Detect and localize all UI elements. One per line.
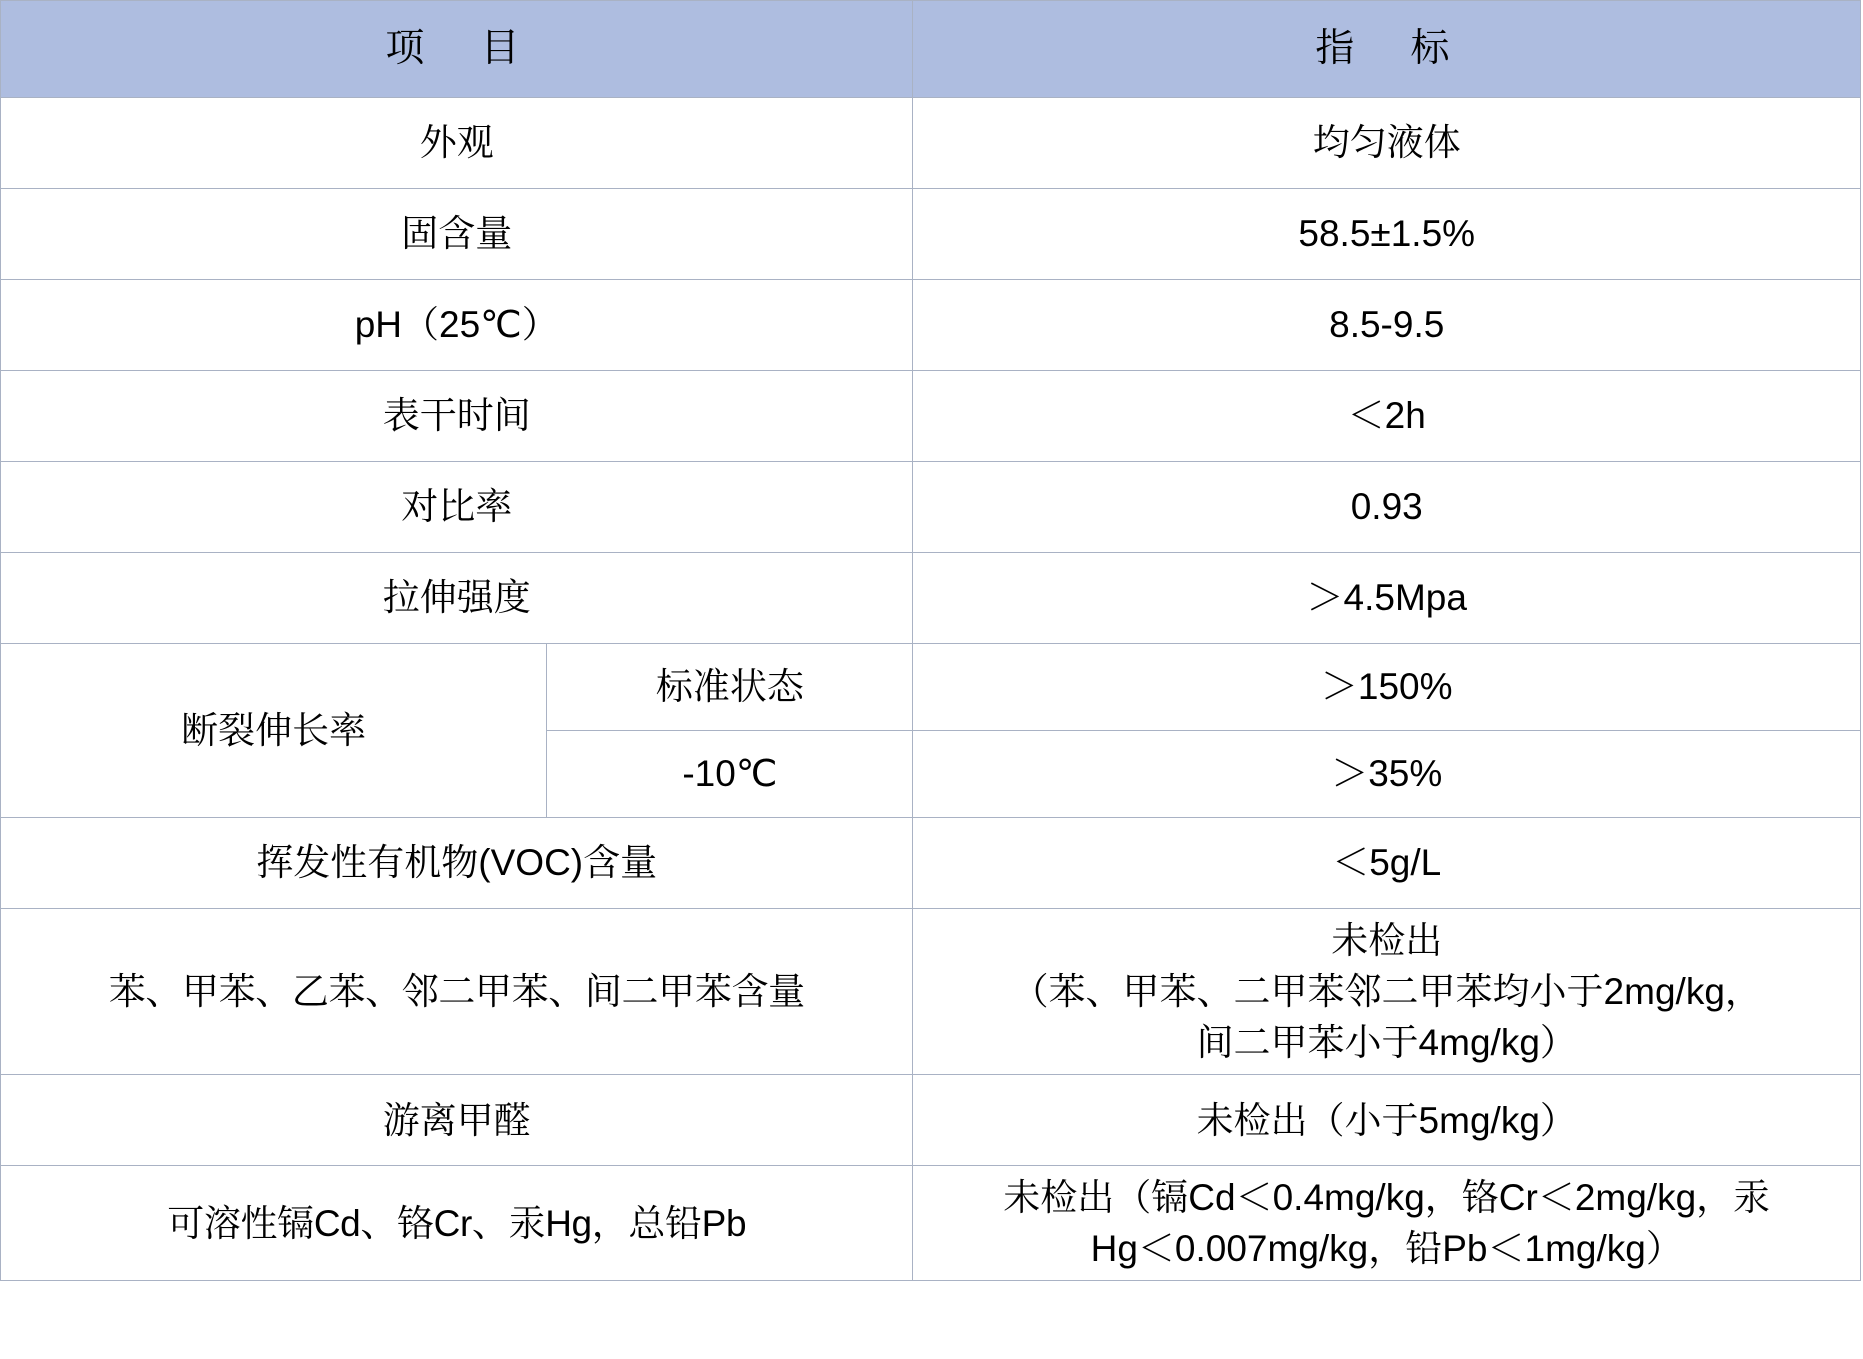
elongation-label: 断裂伸长率 [1,644,547,818]
row-value: ＜5g/L [913,818,1861,909]
table-row [1,189,1861,280]
row-value: ＞4.5Mpa [913,553,1861,644]
row-value: 8.5-9.5 [913,280,1861,371]
row-label: 固含量 [1,189,913,280]
row-value: 均匀液体 [913,98,1861,189]
elongation-condition: -10℃ [547,731,913,818]
row-label: 表干时间 [1,371,913,462]
metals-value-line2: Hg＜0.007mg/kg，铅Pb＜1mg/kg） [1090,1228,1683,1270]
row-label: 挥发性有机物(VOC)含量 [1,818,913,909]
benzene-label: 苯、甲苯、乙苯、邻二甲苯、间二甲苯含量 [1,909,913,1075]
table-row-metals [1,1166,1861,1281]
metals-label: 可溶性镉Cd、铬Cr、汞Hg，总铅Pb [1,1166,913,1281]
header-index: 指 标 [913,1,1861,98]
table-row [1,280,1861,371]
benzene-value-line2: （苯、甲苯、二甲苯邻二甲苯均小于2mg/kg， [1011,971,1762,1013]
row-label: 外观 [1,98,913,189]
table-row-elongation-standard [1,644,1861,731]
benzene-value-line1: 未检出 [1331,920,1443,961]
formaldehyde-label: 游离甲醛 [1,1075,913,1166]
row-label: 对比率 [1,462,913,553]
table-row-formaldehyde [1,1075,1861,1166]
table-row [1,553,1861,644]
elongation-condition: 标准状态 [547,644,913,731]
benzene-value [913,909,1861,1075]
table-row-benzene [1,909,1861,1075]
elongation-value: ＞35% [913,731,1861,818]
elongation-value: ＞150% [913,644,1861,731]
table-row [1,371,1861,462]
formaldehyde-value: 未检出（小于5mg/kg） [913,1075,1861,1166]
header-item: 项 目 [1,1,913,98]
table-row [1,818,1861,909]
row-label: 拉伸强度 [1,553,913,644]
row-label: pH（25℃） [1,280,913,371]
table-header-row [1,1,1861,98]
table-row [1,98,1861,189]
metals-value [913,1166,1861,1281]
benzene-value-line3: 间二甲苯小于4mg/kg） [1196,1022,1577,1064]
row-value: 58.5±1.5% [913,189,1861,280]
table-row [1,462,1861,553]
row-value: ＜2h [913,371,1861,462]
row-value: 0.93 [913,462,1861,553]
metals-value-line1: 未检出（镉Cd＜0.4mg/kg，铬Cr＜2mg/kg，汞 [1003,1177,1771,1219]
